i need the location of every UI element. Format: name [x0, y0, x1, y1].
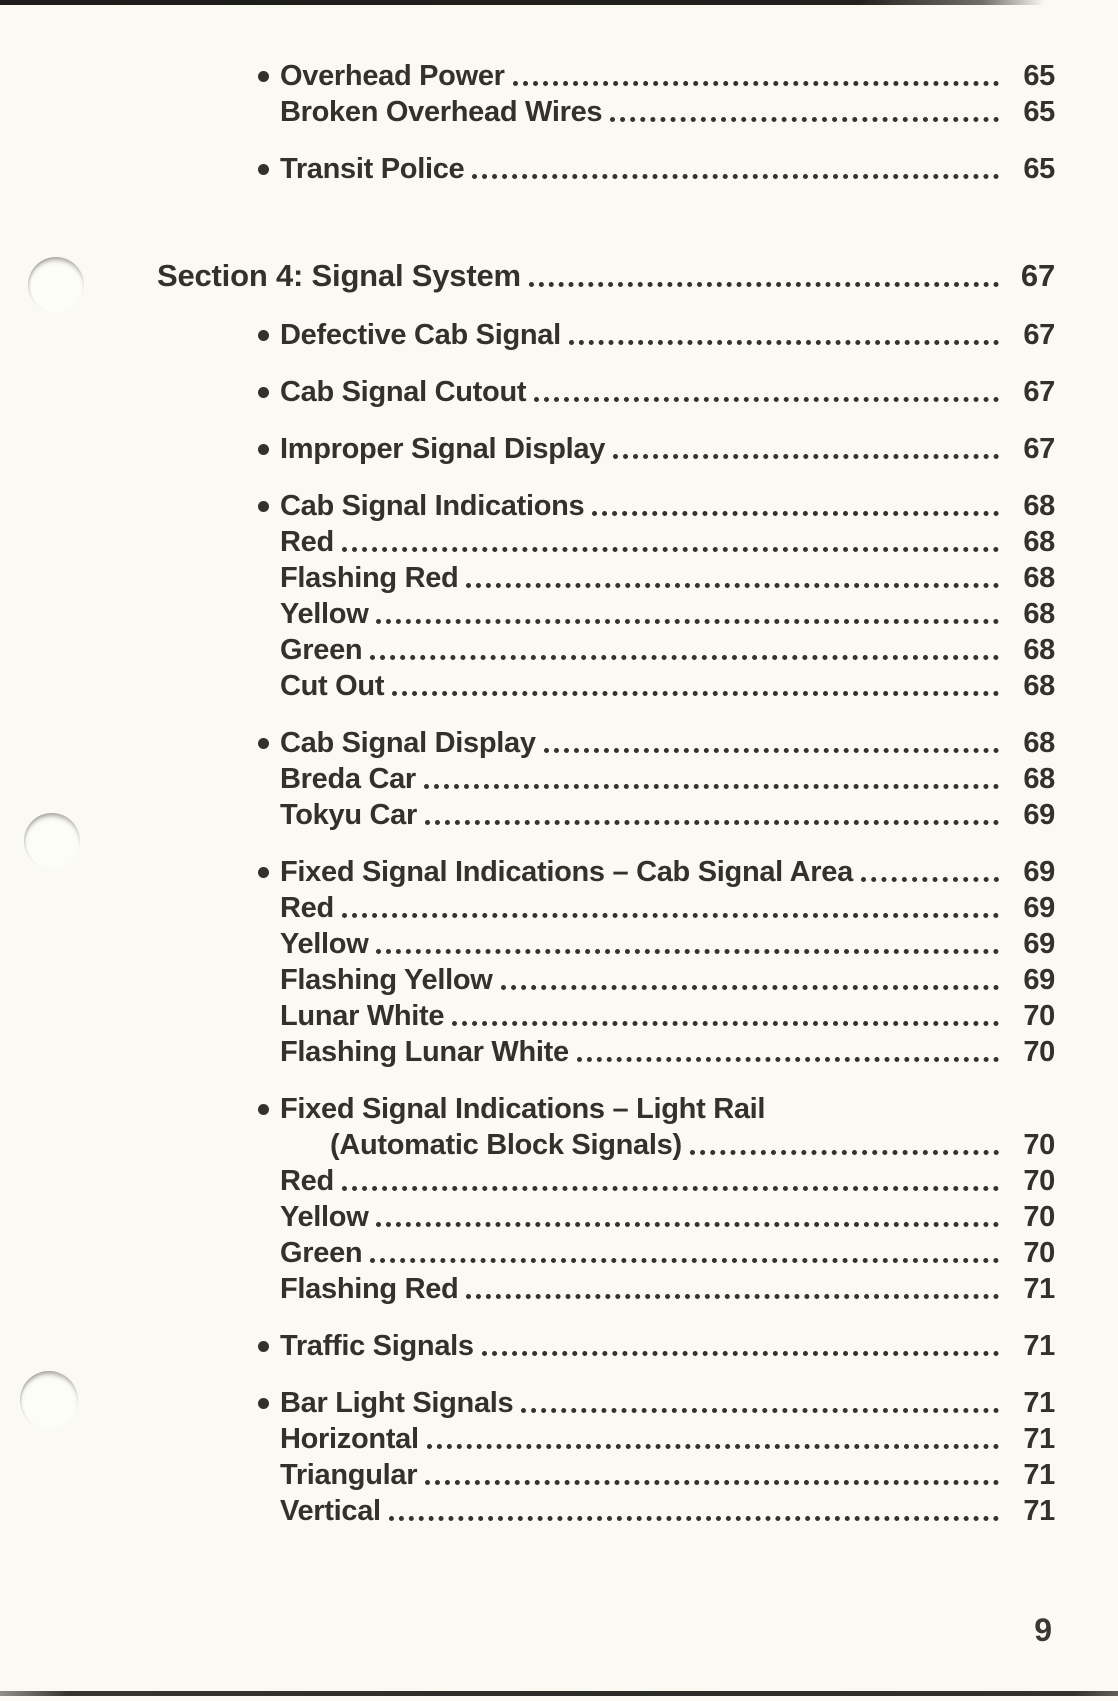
toc-entry-page: 67 — [1020, 258, 1055, 293]
toc-entry-group — [0, 58, 1055, 130]
toc-section-group — [0, 256, 1055, 296]
toc-entry-group — [0, 151, 1055, 187]
bullet-icon — [258, 317, 280, 341]
bullet-icon — [258, 58, 280, 82]
dot-leader — [472, 174, 999, 179]
dot-leader — [342, 913, 999, 918]
toc-entry — [280, 761, 1055, 797]
toc-entry-label: Lunar White — [280, 1000, 445, 1032]
dot-leader — [342, 1186, 999, 1191]
dot-leader — [425, 1480, 999, 1485]
toc-entry-label: Flashing Red — [280, 562, 459, 594]
toc-entry-label: Traffic Signals — [280, 1330, 474, 1362]
toc-entry-page: 70 — [1023, 1036, 1055, 1068]
toc-entry-label: Triangular — [280, 1459, 418, 1491]
toc-entry-page: 65 — [1023, 153, 1055, 185]
dot-leader — [376, 1222, 999, 1227]
toc-entry-label: Horizontal — [280, 1423, 419, 1455]
table-of-contents — [0, 58, 1055, 1529]
toc-entry-page: 68 — [1023, 727, 1055, 759]
toc-entry-label: Transit Police — [280, 153, 465, 185]
toc-entry-page: 68 — [1023, 670, 1055, 702]
dot-leader — [613, 454, 999, 459]
toc-entry — [280, 998, 1055, 1034]
bullet-icon — [258, 374, 280, 398]
toc-section-heading — [157, 256, 1055, 296]
toc-entry-page: 67 — [1023, 319, 1055, 351]
toc-entry — [280, 1034, 1055, 1070]
dot-leader — [690, 1150, 999, 1155]
dot-leader — [370, 655, 999, 660]
toc-entry-page: 71 — [1023, 1423, 1055, 1455]
toc-entry — [258, 58, 1055, 94]
toc-entry-label: Yellow — [280, 928, 369, 960]
toc-entry-page: 69 — [1023, 892, 1055, 924]
toc-entry — [280, 1271, 1055, 1307]
toc-entry-page: 69 — [1023, 799, 1055, 831]
dot-leader — [529, 282, 999, 287]
toc-entry-page: 68 — [1023, 598, 1055, 630]
toc-entry-label: Tokyu Car — [280, 799, 417, 831]
dot-leader — [513, 81, 999, 86]
toc-entry-page: 71 — [1023, 1273, 1055, 1305]
toc-entry-page: 71 — [1023, 1330, 1055, 1362]
dot-leader — [376, 949, 999, 954]
toc-entry-page: 70 — [1023, 1201, 1055, 1233]
bullet-icon — [258, 488, 280, 512]
toc-entry-label: (Automatic Block Signals) — [330, 1129, 682, 1161]
toc-entry-label: Flashing Yellow — [280, 964, 493, 996]
dot-leader — [466, 583, 999, 588]
toc-entry — [280, 1493, 1055, 1529]
toc-entry-label: Cut Out — [280, 670, 385, 702]
dot-leader — [427, 1444, 999, 1449]
toc-entry — [258, 1385, 1055, 1421]
toc-entry-group — [0, 431, 1055, 467]
dot-leader — [370, 1258, 999, 1263]
toc-entry-label: Flashing Red — [280, 1273, 459, 1305]
toc-entry — [280, 890, 1055, 926]
toc-entry-group — [0, 1385, 1055, 1529]
toc-entry-label: Improper Signal Display — [280, 433, 606, 465]
dot-leader — [577, 1057, 999, 1062]
toc-entry — [258, 317, 1055, 353]
toc-entry-label: Vertical — [280, 1495, 381, 1527]
toc-entry — [280, 797, 1055, 833]
toc-entry-label: Cab Signal Cutout — [280, 376, 527, 408]
toc-entry — [258, 488, 1055, 524]
toc-entry-page: 71 — [1023, 1495, 1055, 1527]
toc-entry-label: Yellow — [280, 1201, 369, 1233]
dot-leader — [544, 748, 999, 753]
toc-entry — [330, 1127, 1055, 1163]
toc-entry-page: 70 — [1023, 1165, 1055, 1197]
toc-entry — [280, 926, 1055, 962]
toc-entry-group — [0, 1091, 1055, 1307]
toc-entry-label: Red — [280, 1165, 334, 1197]
toc-entry-label: Red — [280, 892, 334, 924]
toc-entry — [280, 668, 1055, 704]
toc-entry-group — [0, 374, 1055, 410]
toc-entry-page: 68 — [1023, 634, 1055, 666]
toc-entry-page: 70 — [1023, 1000, 1055, 1032]
toc-entry — [280, 596, 1055, 632]
toc-entry-page: 71 — [1023, 1387, 1055, 1419]
dot-leader — [569, 340, 999, 345]
bullet-icon — [258, 431, 280, 455]
dot-leader — [392, 691, 999, 696]
toc-entry-label: Flashing Lunar White — [280, 1036, 569, 1068]
dot-leader — [342, 547, 999, 552]
toc-entry-page: 70 — [1023, 1237, 1055, 1269]
scan-edge-top — [0, 0, 1045, 5]
page-number: 9 — [1034, 1612, 1052, 1648]
toc-entry-page: 67 — [1023, 433, 1055, 465]
toc-entry — [280, 524, 1055, 560]
toc-entry-label: Cab Signal Display — [280, 727, 536, 759]
toc-entry-group — [0, 725, 1055, 833]
dot-leader — [389, 1516, 999, 1521]
toc-entry-group — [0, 854, 1055, 1070]
bullet-icon — [258, 1328, 280, 1352]
toc-entry — [280, 1421, 1055, 1457]
toc-entry-page: 68 — [1023, 763, 1055, 795]
toc-entry-page: 68 — [1023, 490, 1055, 522]
toc-entry — [280, 632, 1055, 668]
dot-leader — [592, 511, 999, 516]
dot-leader — [452, 1021, 999, 1026]
toc-entry-group — [0, 1328, 1055, 1364]
toc-entry-label: Cab Signal Indications — [280, 490, 585, 522]
bullet-icon — [258, 1091, 280, 1115]
toc-entry — [280, 1163, 1055, 1199]
dot-leader — [424, 784, 999, 789]
toc-entry — [280, 1457, 1055, 1493]
toc-entry-page: 69 — [1023, 856, 1055, 888]
bullet-icon — [258, 151, 280, 175]
toc-entry-label: Fixed Signal Indications – Light Rail — [280, 1093, 766, 1125]
toc-entry-page: 65 — [1023, 96, 1055, 128]
toc-entry-label: Breda Car — [280, 763, 416, 795]
toc-entry — [258, 1091, 1055, 1127]
toc-entry-page: 67 — [1023, 376, 1055, 408]
bullet-icon — [258, 854, 280, 878]
toc-entry-label: Section 4: Signal System — [157, 258, 521, 293]
dot-leader — [861, 877, 999, 882]
toc-entry-group — [0, 317, 1055, 353]
dot-leader — [534, 397, 999, 402]
toc-entry-label: Green — [280, 634, 363, 666]
toc-entry — [280, 94, 1055, 130]
toc-entry — [258, 151, 1055, 187]
toc-entry-page: 68 — [1023, 526, 1055, 558]
dot-leader — [521, 1408, 999, 1413]
toc-entry — [258, 725, 1055, 761]
toc-entry — [280, 962, 1055, 998]
toc-entry — [258, 374, 1055, 410]
dot-leader — [376, 619, 999, 624]
toc-entry-label: Yellow — [280, 598, 369, 630]
toc-entry-page: 68 — [1023, 562, 1055, 594]
toc-entry-page: 69 — [1023, 964, 1055, 996]
toc-entry-label: Defective Cab Signal — [280, 319, 561, 351]
toc-entry-group — [0, 488, 1055, 704]
toc-entry-label: Red — [280, 526, 334, 558]
dot-leader — [466, 1294, 999, 1299]
toc-entry-label: Bar Light Signals — [280, 1387, 514, 1419]
dot-leader — [610, 117, 999, 122]
toc-entry — [258, 854, 1055, 890]
scan-edge-bottom — [0, 1691, 1118, 1696]
toc-entry — [258, 431, 1055, 467]
toc-entry-label: Broken Overhead Wires — [280, 96, 603, 128]
toc-entry-page: 69 — [1023, 928, 1055, 960]
toc-entry-label: Overhead Power — [280, 60, 505, 92]
bullet-icon — [258, 725, 280, 749]
toc-entry-page: 71 — [1023, 1459, 1055, 1491]
toc-entry — [258, 1328, 1055, 1364]
bullet-icon — [258, 1385, 280, 1409]
toc-entry-page: 70 — [1023, 1129, 1055, 1161]
toc-entry — [280, 1199, 1055, 1235]
dot-leader — [425, 820, 999, 825]
toc-entry — [280, 560, 1055, 596]
toc-entry — [280, 1235, 1055, 1271]
toc-entry-label: Fixed Signal Indications – Cab Signal Area — [280, 856, 853, 888]
toc-entry-page: 65 — [1023, 60, 1055, 92]
dot-leader — [482, 1351, 999, 1356]
toc-entry-label: Green — [280, 1237, 363, 1269]
dot-leader — [501, 985, 999, 990]
